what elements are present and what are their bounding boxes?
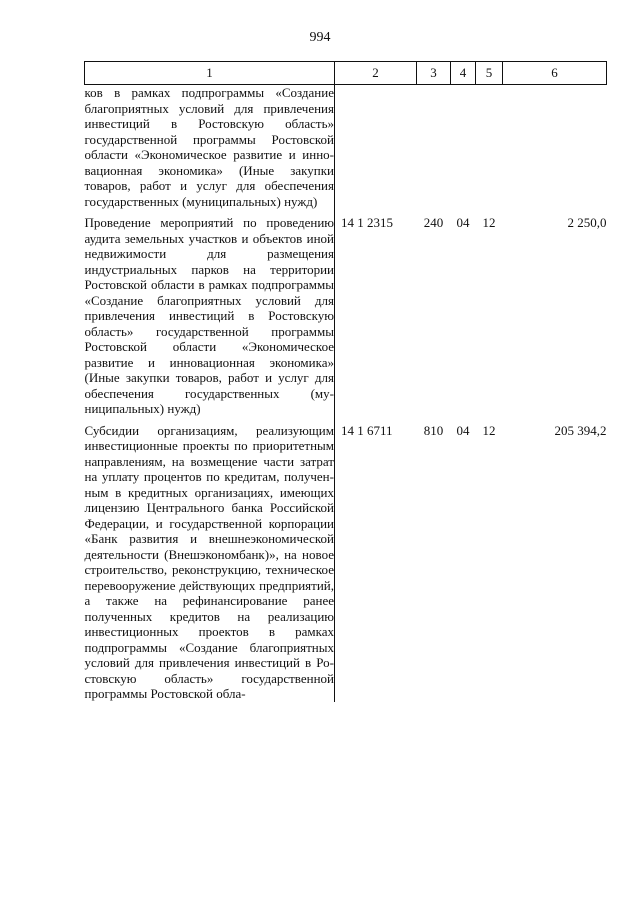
row-section: [451, 85, 476, 210]
row-amount: 205 394,2: [554, 422, 607, 438]
header-col-2: 2: [335, 62, 417, 85]
row-description: Субсидии организациям, реализующим инвестиционные проекты по приоритетным направлениям, на возмещение части затрат на уплату процентов по кредитам, полученным в кредитных организациях, имеющих лицензию Центрального банка Российской Федерации, и государственной корпорации «Банк развития и внешнеэкономической деятельности (Внешэкономбанк)», на новое строительство, реконструкцию, техническое перевооружение действующих предприятий, а также на рефинансирование ранее полученных кредитов на реализацию инвестиционных проектов в рамках подпрограммы «Создание благоприятных условий для привлечения инвестиций в Ростовскую область» государственной программы Ростовской обла-: [84, 422, 334, 701]
row-expense-type: 810: [423, 422, 444, 438]
row-description: ков в рамках подпрограммы «Создание благоприятных условий для привлечения инвестиций в Ростовскую область» государственной программы Ростовской области «Экономическое развитие и инновационная экономика» (Иные закупки товаров, работ и услуг для обеспечения государственных (муниципальных) нужд): [84, 85, 334, 209]
header-col-1: 1: [85, 62, 335, 85]
header-col-3: 3: [417, 62, 451, 85]
table-row: [85, 423, 607, 702]
table-row: [85, 85, 607, 210]
header-col-4: 4: [451, 62, 476, 85]
row-subsection: [476, 85, 503, 210]
table-header: [85, 62, 607, 85]
row-section: 04: [456, 215, 470, 230]
row-subsection: 12: [482, 215, 496, 230]
row-amount: [503, 85, 607, 210]
row-expense-type: 240: [423, 215, 444, 230]
row-target-code: [335, 85, 417, 210]
row-expense-type: [417, 85, 451, 210]
row-amount: 2 250,0: [567, 215, 607, 230]
header-col-6: 6: [503, 62, 607, 85]
page-number: 994: [309, 30, 331, 45]
table-body: [85, 85, 607, 702]
row-target-code: 14 1 2315: [341, 215, 393, 230]
row-target-code: 14 1 6711: [341, 422, 393, 438]
header-col-5: 5: [476, 62, 503, 85]
row-section: 04: [456, 422, 470, 438]
row-description: Проведение мероприятий по проведению аудита земельных участков и объектов иной недвижимости для размещения индустриальных парков на территории Ростовской области в рамках подпрограммы «Создание благоприятных условий для привлечения инвестиций в Ростовскую область» государственной программы Ростовской области «Экономическое развитие и инновационная экономика» (Иные закупки товаров, работ и услуг для обеспечения государственных (муниципальных) нужд): [84, 215, 334, 416]
table-row: [85, 215, 607, 417]
budget-table: [84, 61, 607, 702]
row-subsection: 12: [482, 422, 496, 438]
